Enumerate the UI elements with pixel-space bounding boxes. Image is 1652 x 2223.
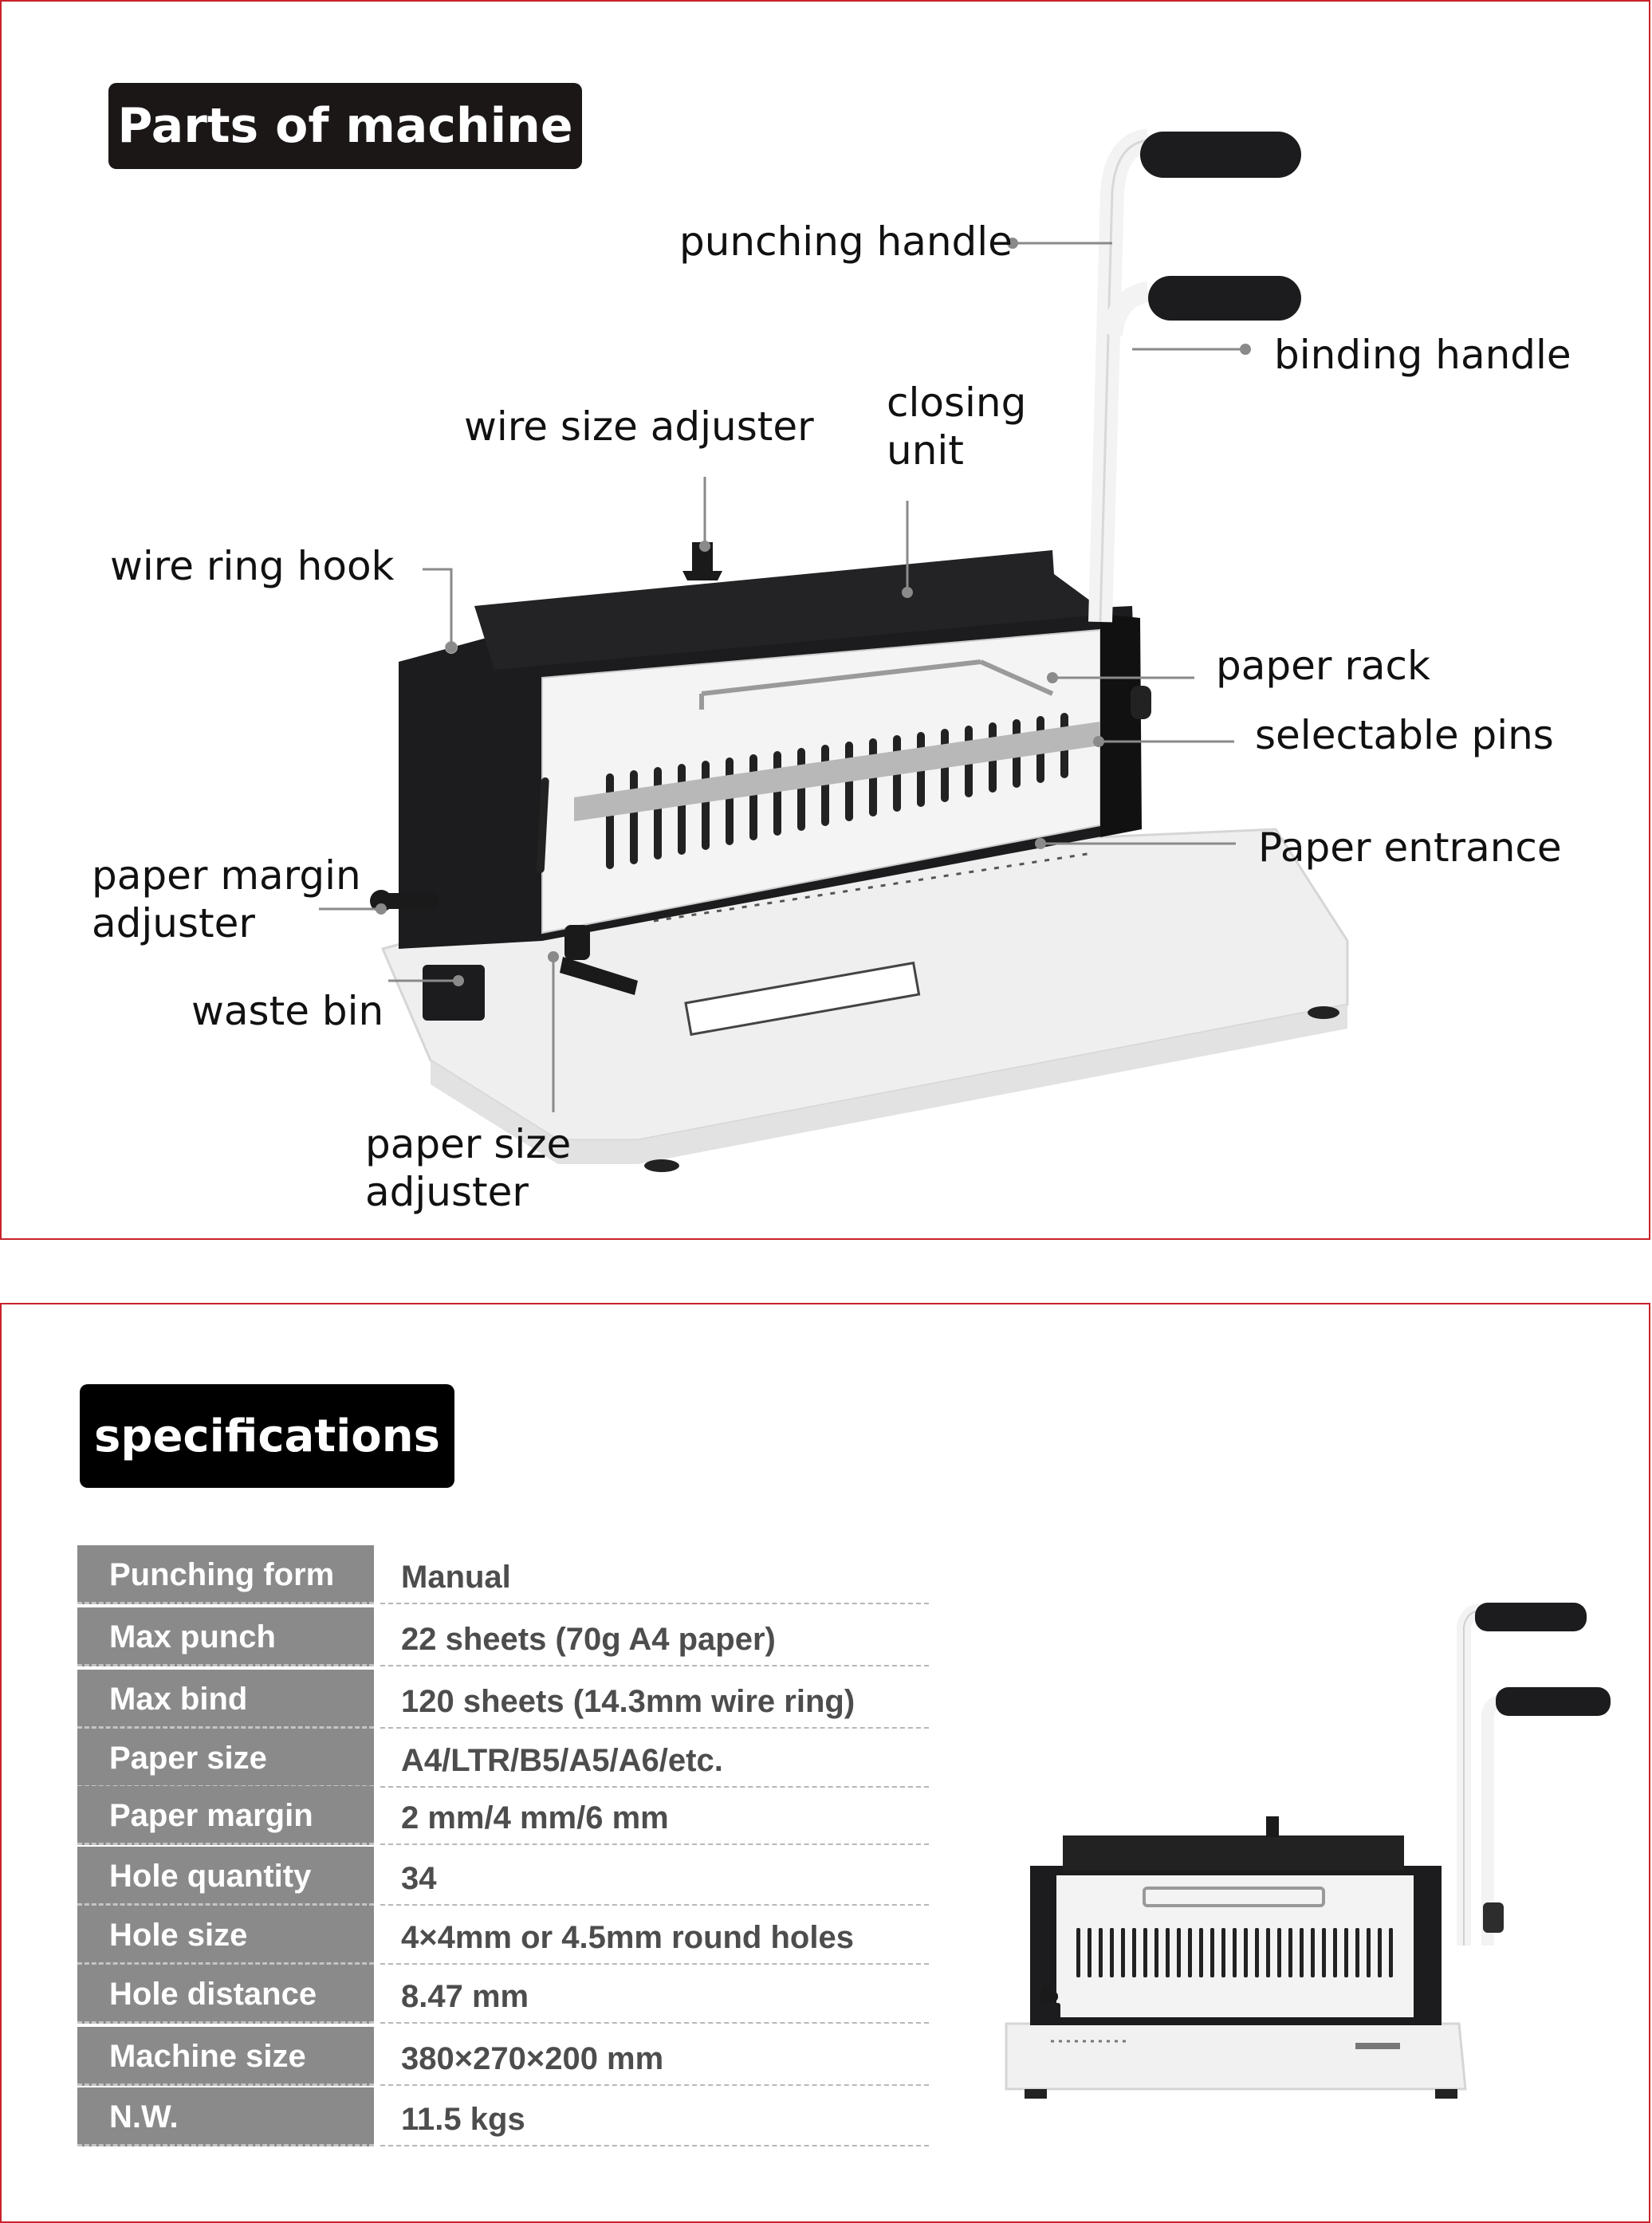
- spec-key: Machine size: [77, 2027, 374, 2086]
- label-closing-unit-line1: closing: [887, 380, 1027, 426]
- label-paper-margin-line2: adjuster: [92, 900, 255, 946]
- specifications-title: specifications: [80, 1384, 454, 1488]
- label-paper-size-line2: adjuster: [365, 1169, 529, 1215]
- label-wire-size-adjuster: wire size adjuster: [464, 403, 814, 450]
- label-paper-size-line1: paper size: [365, 1121, 572, 1167]
- label-punching-handle: punching handle: [679, 218, 1013, 265]
- spec-key: N.W.: [77, 2087, 374, 2146]
- spec-value: 11.5 kgs: [380, 2087, 929, 2146]
- spec-key: Hole size: [77, 1906, 374, 1965]
- spec-value: Manual: [380, 1545, 929, 1604]
- spec-key: Hole distance: [77, 1965, 374, 2024]
- spec-key: Hole quantity: [77, 1847, 374, 1906]
- spec-key: Max punch: [77, 1607, 374, 1666]
- spec-value: 8.47 mm: [380, 1965, 929, 2024]
- spec-key: Paper size: [77, 1729, 374, 1788]
- label-selectable-pins: selectable pins: [1255, 712, 1554, 758]
- label-paper-entrance: Paper entrance: [1258, 824, 1562, 871]
- parts-title: Parts of machine: [108, 83, 582, 169]
- label-binding-handle: binding handle: [1274, 332, 1571, 378]
- spec-value: 22 sheets (70g A4 paper): [380, 1607, 929, 1666]
- spec-value: 380×270×200 mm: [380, 2027, 929, 2086]
- spec-key: Paper margin: [77, 1786, 374, 1845]
- spec-key: Max bind: [77, 1670, 374, 1729]
- label-closing-unit-line2: unit: [887, 427, 964, 474]
- spec-value: 34: [380, 1847, 929, 1906]
- spec-value: 120 sheets (14.3mm wire ring): [380, 1670, 929, 1729]
- label-waste-bin: waste bin: [191, 988, 384, 1034]
- spec-value: 4×4mm or 4.5mm round holes: [380, 1906, 929, 1965]
- label-wire-ring-hook: wire ring hook: [110, 543, 395, 589]
- label-paper-rack: paper rack: [1216, 643, 1430, 689]
- spec-value: A4/LTR/B5/A5/A6/etc.: [380, 1729, 929, 1788]
- spec-value: 2 mm/4 mm/6 mm: [380, 1786, 929, 1845]
- label-paper-margin-line1: paper margin: [92, 852, 361, 899]
- spec-key: Punching form: [77, 1545, 374, 1604]
